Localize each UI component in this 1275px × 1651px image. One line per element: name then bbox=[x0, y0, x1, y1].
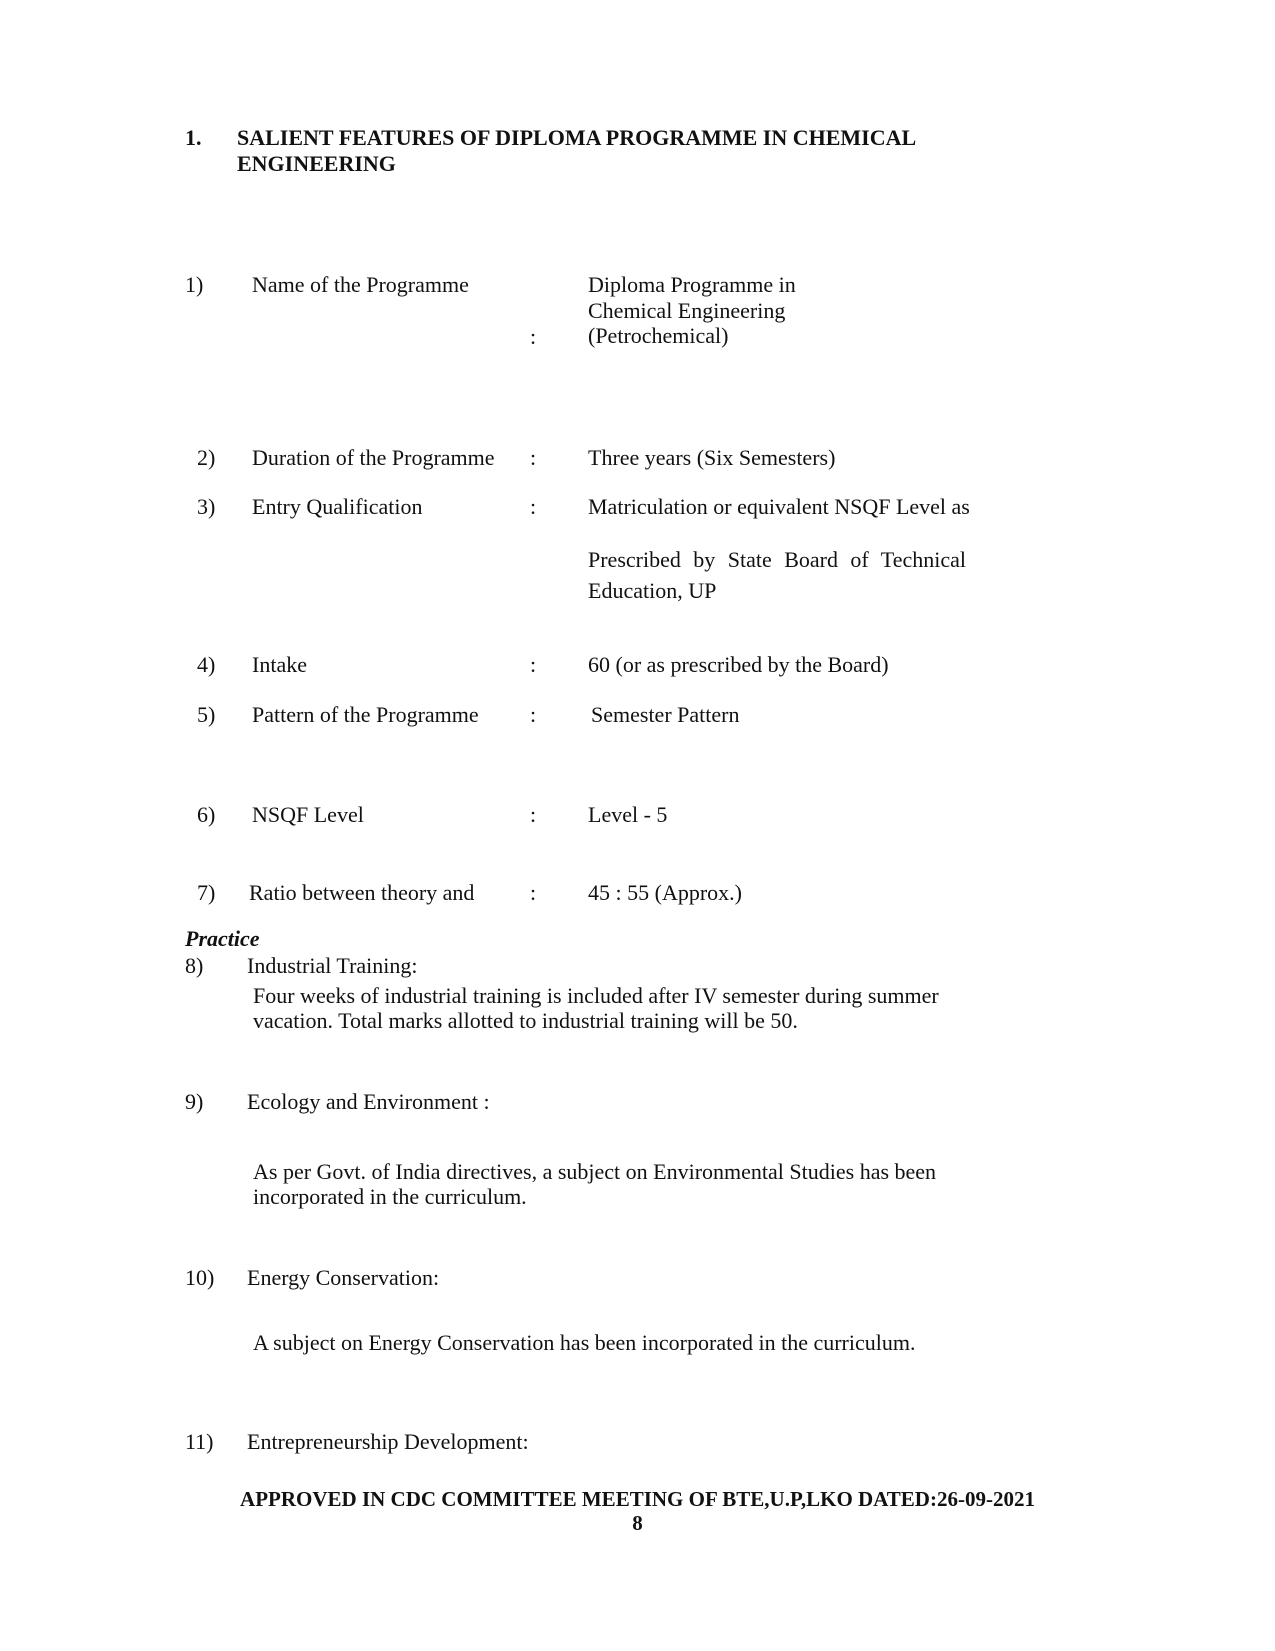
section-title-line1: SALIENT FEATURES OF DIPLOMA PROGRAMME IN CHEMICAL bbox=[237, 125, 917, 150]
practice-label: Practice bbox=[185, 926, 260, 951]
feature-value-nsqf-level: Level - 5 bbox=[588, 802, 668, 827]
feature-value-line: (Petrochemical) bbox=[588, 323, 729, 348]
item-body-ecology: As per Govt. of India directives, a subject on Environmental Studies has been incorporated in the curriculum. bbox=[253, 1159, 937, 1209]
feature-number: 3) bbox=[197, 494, 216, 519]
feature-value-pattern: Semester Pattern bbox=[591, 702, 740, 727]
feature-value-intake: 60 (or as prescribed by the Board) bbox=[588, 652, 889, 677]
feature-separator: : bbox=[530, 652, 537, 677]
item-number: 11) bbox=[185, 1429, 214, 1454]
feature-value-entry-qualification-cont: Prescribed by State Board of Technical Education, UP bbox=[588, 547, 966, 603]
feature-separator: : bbox=[530, 702, 537, 727]
item-title-energy-conservation: Energy Conservation: bbox=[247, 1265, 440, 1290]
item-title-entrepreneurship: Entrepreneurship Development: bbox=[247, 1429, 529, 1454]
feature-value-line: Chemical Engineering bbox=[588, 298, 786, 323]
item-body-energy-conservation: A subject on Energy Conservation has been incorporated in the curriculum. bbox=[253, 1330, 916, 1355]
item-number: 9) bbox=[185, 1089, 204, 1114]
feature-value-ratio: 45 : 55 (Approx.) bbox=[588, 880, 742, 905]
item-title-ecology: Ecology and Environment : bbox=[247, 1089, 490, 1114]
feature-separator: : bbox=[530, 880, 537, 905]
feature-separator: : bbox=[530, 324, 537, 349]
feature-label-nsqf-level: NSQF Level bbox=[252, 802, 364, 827]
feature-number: 2) bbox=[197, 445, 216, 470]
section-title-line2: ENGINEERING bbox=[237, 151, 396, 176]
footer-approval: APPROVED IN CDC COMMITTEE MEETING OF BTE,U.P,LKO DATED:26-09-2021 bbox=[240, 1487, 1035, 1511]
feature-separator: : bbox=[530, 494, 537, 519]
feature-label-pattern: Pattern of the Programme bbox=[252, 702, 479, 727]
feature-label-intake: Intake bbox=[252, 652, 307, 677]
feature-value-duration: Three years (Six Semesters) bbox=[588, 445, 836, 470]
feature-label-ratio: Ratio between theory and bbox=[249, 880, 475, 905]
item-body-industrial-training: Four weeks of industrial training is included after IV semester during summer vacation. Total marks allotted to industrial training will be 50. bbox=[253, 983, 939, 1033]
feature-label-duration: Duration of the Programme bbox=[252, 445, 495, 470]
feature-value-entry-qualification: Matriculation or equivalent NSQF Level as bbox=[588, 494, 970, 519]
feature-number: 7) bbox=[197, 880, 216, 905]
feature-number: 5) bbox=[197, 702, 216, 727]
feature-number: 1) bbox=[185, 272, 204, 297]
feature-separator: : bbox=[530, 802, 537, 827]
feature-label-entry-qualification: Entry Qualification bbox=[252, 494, 423, 519]
section-number: 1. bbox=[185, 125, 202, 150]
item-number: 10) bbox=[185, 1265, 215, 1290]
feature-number: 4) bbox=[197, 652, 216, 677]
feature-separator: : bbox=[530, 445, 537, 470]
feature-value-line: Diploma Programme in bbox=[588, 272, 796, 297]
item-title-industrial-training: Industrial Training: bbox=[247, 953, 418, 978]
feature-label-programme-name: Name of the Programme bbox=[252, 272, 469, 297]
item-number: 8) bbox=[185, 953, 204, 978]
page-number: 8 bbox=[632, 1511, 643, 1535]
feature-number: 6) bbox=[197, 802, 216, 827]
